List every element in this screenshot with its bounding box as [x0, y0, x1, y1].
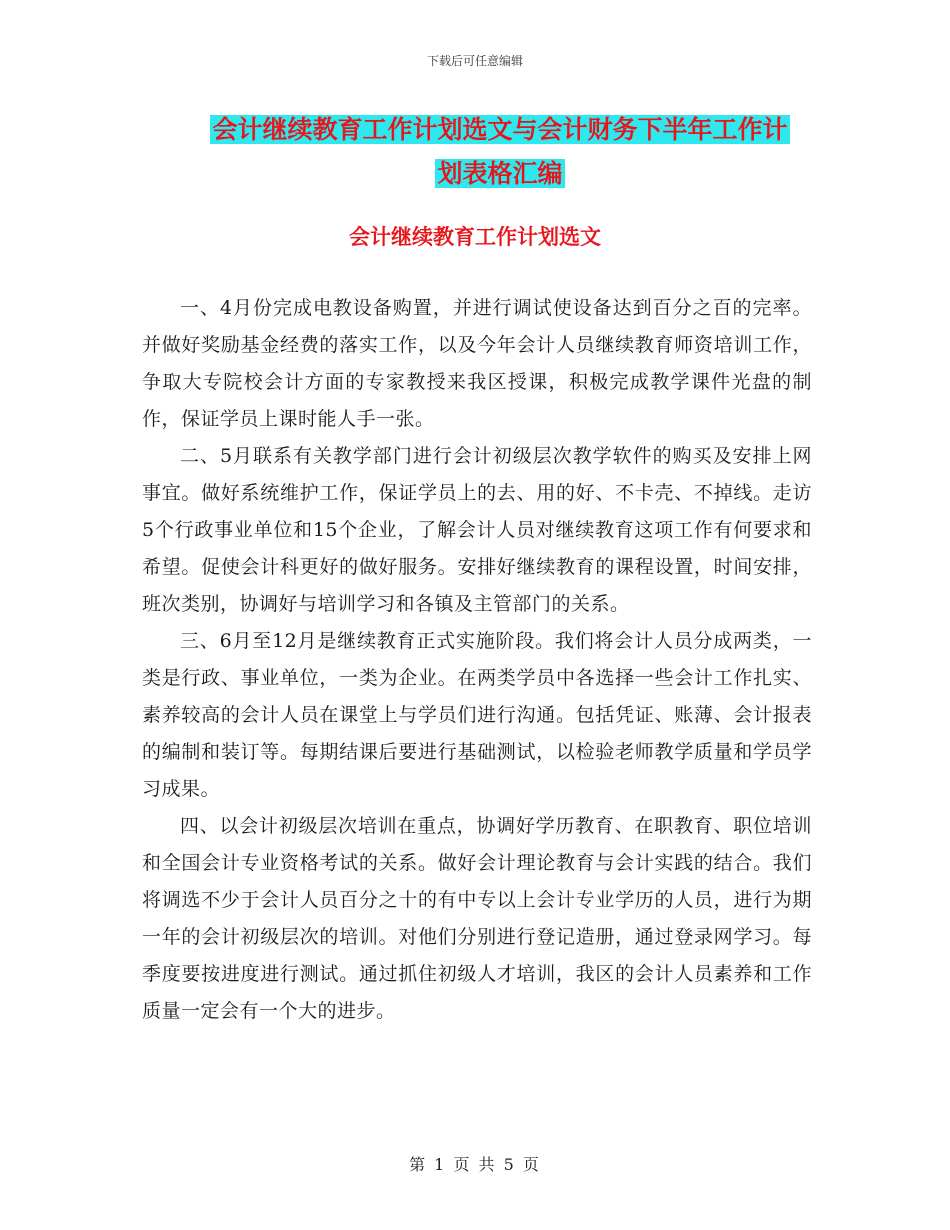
- page-number-footer: 第 1 页 共 5 页: [409, 1155, 541, 1174]
- section-title: 会计继续教育工作计划选文: [349, 225, 601, 249]
- document-title-line-1: 会计继续教育工作计划选文与会计财务下半年工作计: [212, 115, 788, 144]
- paragraph-1: 一、4月份完成电教设备购置，并进行调试使设备达到百分之百的完率。并做好奖励基金经费的落实工作，以及今年会计人员继续教育师资培训工作，争取大专院校会计方面的专家教授来我区授课，积极完成教学课件光盘的制作，保证学员上课时能人手一张。: [142, 297, 812, 430]
- document-body: [142, 290, 812, 1030]
- document-title: [190, 108, 810, 196]
- paragraph-2: 二、5月联系有关教学部门进行会计初级层次教学软件的购买及安排上网事宜。做好系统维护工作，保证学员上的去、用的好、不卡壳、不掉线。走访5个行政事业单位和15个企业，了解会计人员对继续教育这项工作有何要求和希望。促使会计科更好的做好服务。安排好继续教育的课程设置，时间安排，班次类别，协调好与培训学习和各镇及主管部门的关系。: [142, 445, 812, 615]
- paragraph-4: 四、以会计初级层次培训在重点，协调好学历教育、在职教育、职位培训和全国会计专业资格考试的关系。做好会计理论教育与会计实践的结合。我们将调选不少于会计人员百分之十的有中专以上会计专业学历的人员，进行为期一年的会计初级层次的培训。对他们分别进行登记造册，通过登录网学习。每季度要按进度进行测试。通过抓住初级人才培训，我区的会计人员素养和工作质量一定会有一个大的进步。: [142, 815, 812, 1022]
- document-title-line-2: 划表格汇编: [437, 159, 563, 188]
- page-header-note: 下载后可任意编辑: [426, 54, 523, 68]
- paragraph-3: 三、6月至12月是继续教育正式实施阶段。我们将会计人员分成两类，一类是行政、事业单位，一类为企业。在两类学员中各选择一些会计工作扎实、素养较高的会计人员在课堂上与学员们进行沟通。包括凭证、账薄、会计报表的编制和装订等。每期结课后要进行基础测试，以检验老师教学质量和学员学习成果。: [142, 630, 812, 800]
